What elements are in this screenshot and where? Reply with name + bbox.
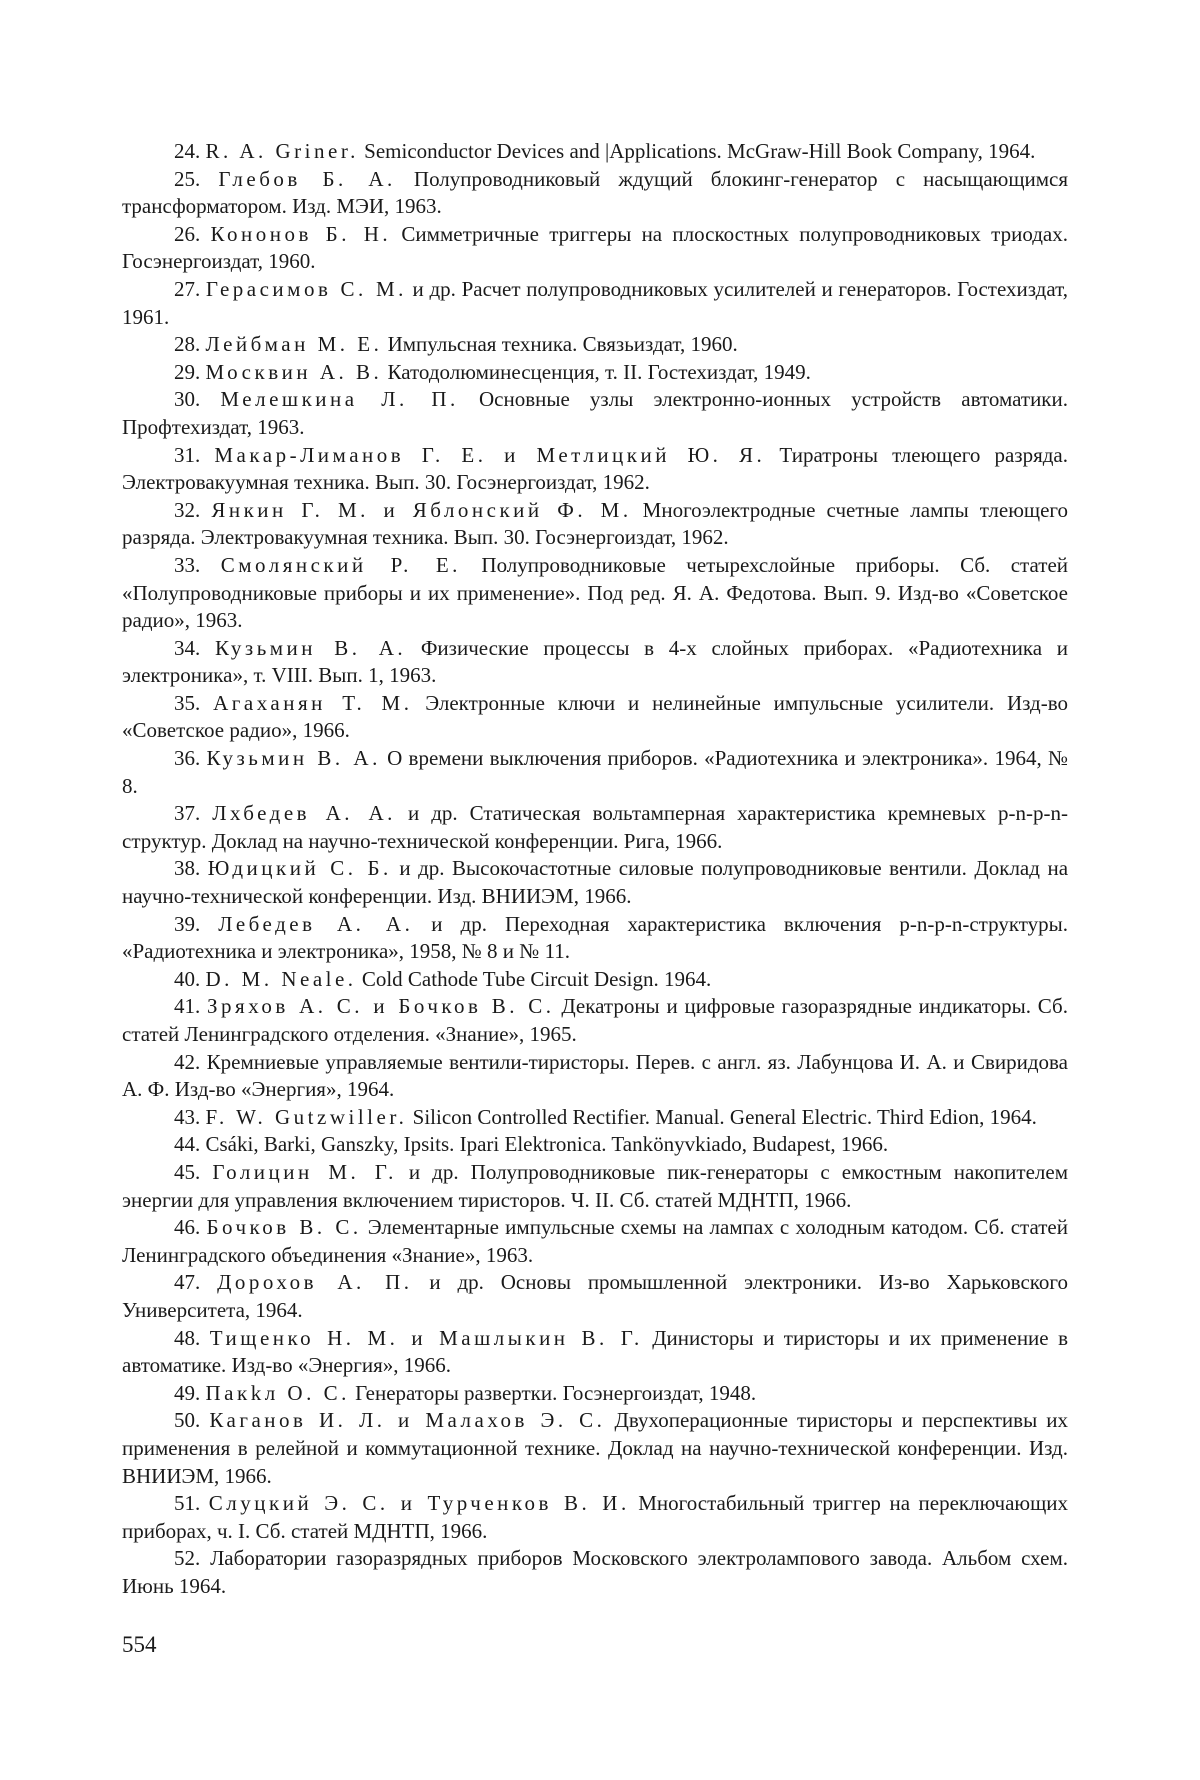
reference-item: 26. Кононов Б. Н. Симметричные триггеры на плоскостных полупроводниковых триодах. Госэнергоиздат, 1960.: [122, 221, 1069, 274]
reference-text: и др. Полупроводниковые пик-генераторы с емкостным накопителем энергии для управления включением тиристоров. Ч. II. Сб. статей МДНТП, 1966.: [122, 1159, 1068, 1212]
reference-item: 27. Герасимов С. М. и др. Расчет полупроводниковых усилителей и генераторов. Гостехиздат, 1961.: [122, 276, 1068, 329]
reference-author: Дорохов А. П.: [217, 1270, 413, 1295]
reference-item: 42. Кремниевые управляемые вентили-тиристоры. Перев. с англ. яз. Лабунцова И. А. и Свиридова А. Ф. Изд-во «Энергия», 1964.: [122, 1049, 1068, 1102]
reference-item: 34. Кузьмин В. А. Физические процессы в 4-х слойных приборах. «Радиотехника и электроника», т. VIII. Вып. 1, 1963.: [122, 635, 1068, 688]
reference-text: Кремниевые управляемые вентили-тиристоры. Перев. с англ. яз. Лабунцова И. А. и Свиридова А. Ф. Изд-во «Энергия», 1964.: [122, 1049, 1068, 1102]
reference-item: 29. Москвин А. В. Катодолюминесценция, т. II. Гостехиздат, 1949.: [174, 359, 811, 384]
reference-text: и др. Основы промышленной электроники. Из-во Харьковского Университета, 1964.: [122, 1270, 1068, 1322]
reference-author: Юдицкий С. Б.: [207, 856, 392, 881]
reference-author: Пакkл О. С.: [205, 1380, 350, 1405]
reference-item: 41. Зряхов А. С. и Бочков В. С. Декатроны и цифровые газоразрядные индикаторы. Сб. статей Ленинградского отделения. «Знание», 1965.: [122, 994, 1068, 1046]
reference-text: Динисторы и тиристоры и их применение в автоматике. Изд-во «Энергия», 1966.: [122, 1325, 1068, 1378]
page-number: 554: [122, 1632, 157, 1657]
reference-item: 30. Мелешкина Л. П. Основные узлы электронно-ионных устройств автоматики. Профтехиздат, 1963.: [122, 387, 1068, 439]
reference-author: Лхбедев А. А.: [212, 801, 396, 826]
reference-item: 24. R. A. Griner. Semiconductor Devices and |Applications. McGraw-Hill Book Company, 1964.: [174, 139, 1036, 163]
reference-author: Кузьмин В. А.: [206, 746, 381, 771]
reference-text: О времени выключения приборов. «Радиотехника и электроника». 1964, № 8.: [122, 746, 1069, 798]
reference-text: Многостабильный триггер на переключающих приборах, ч. I. Сб. статей МДНТП, 1966.: [122, 1491, 1068, 1543]
reference-item: 48. Тищенко Н. М. и Машлыкин В. Г. Динисторы и тиристоры и их применение в автоматике. Изд-во «Энергия», 1966.: [122, 1325, 1068, 1378]
reference-text: Генераторы развертки. Госэнергоиздат, 1948.: [349, 1380, 757, 1405]
reference-item: 36. Кузьмин В. А. О времени выключения приборов. «Радиотехника и электроника». 1964, № 8.: [122, 746, 1069, 798]
reference-item: 40. D. M. Neale. Cold Cathode Tube Circuit Design. 1964.: [174, 966, 712, 991]
reference-item: 25. Глебов Б. А. Полупроводниковый ждущий блокинг-генератор с насыщающимся трансформатором. Изд. МЭИ, 1963.: [122, 166, 1069, 219]
reference-author: Макар-Лиманов Г. Е. и Метлицкий Ю. Я.: [214, 442, 766, 467]
reference-item: 45. Голицин М. Г. и др. Полупроводниковые пик-генераторы с емкостным накопителем энергии для управления включением тиристоров. Ч. II. Сб. статей МДНТП, 1966.: [122, 1159, 1068, 1212]
reference-list: [122, 138, 1068, 1600]
reference-text: Декатроны и цифровые газоразрядные индикаторы. Сб. статей Ленинградского отделения. «Знание», 1965.: [122, 994, 1068, 1046]
reference-item: 39. Лебедев А. А. и др. Переходная характеристика включения p-n-p-n-структуры. «Радиотехника и электроника», 1958, № 8 и № 11.: [122, 911, 1069, 964]
reference-text: и др. Высокочастотные силовые полупроводниковые вентили. Доклад на научно-технической конференции. Изд. ВНИИЭМ, 1966.: [122, 856, 1069, 909]
reference-text: Полупроводниковый ждущий блокинг-генератор с насыщающимся трансформатором. Изд. МЭИ, 1963.: [122, 166, 1069, 219]
reference-text: Тиратроны тлеющего разряда. Электровакуумная техника. Вып. 30. Госэнергоиздат, 1962.: [122, 442, 1069, 495]
reference-author: Каганов И. Л. и Малахов Э. С.: [209, 1408, 606, 1433]
reference-author: R. A. Griner.: [205, 139, 359, 163]
reference-author: Герасимов С. М.: [205, 276, 407, 301]
reference-text: Cold Cathode Tube Circuit Design. 1964.: [356, 966, 712, 991]
reference-item: 50. Каганов И. Л. и Малахов Э. С. Двухоперационные тиристоры и перспективы их применения в релейной и коммутационной технике. Доклад на научно-технической конференции. Изд. ВНИИЭМ, 1966.: [122, 1408, 1068, 1488]
reference-author: Лейбман М. Е.: [205, 332, 383, 357]
reference-author: Голицин М. Г.: [212, 1159, 397, 1184]
reference-item: 35. Агаханян Т. М. Электронные ключи и нелинейные импульсные усилители. Изд-во «Советское радио», 1966.: [122, 690, 1068, 743]
reference-text: Основные узлы электронно-ионных устройств автоматики. Профтехиздат, 1963.: [122, 387, 1068, 439]
reference-text: и др. Статическая вольтамперная характеристика кремневых p-n-p-n- структур. Доклад на научно-технической конференции. Рига, 1966.: [122, 801, 1069, 853]
reference-author: Агаханян Т. М.: [213, 690, 413, 715]
reference-item: 37. Лхбедев А. А. и др. Статическая вольтамперная характеристика кремневых p-n-p-n- структур. Доклад на научно-технической конференции. Рига, 1966.: [122, 801, 1069, 853]
reference-text: Физические процессы в 4-х слойных приборах. «Радиотехника и электроника», т. VIII. Вып. 1, 1963.: [122, 635, 1068, 688]
reference-item: 47. Дорохов А. П. и др. Основы промышленной электроники. Из-во Харьковского Университета, 1964.: [122, 1270, 1068, 1322]
reference-item: 43. F. W. Gutzwiller. Silicon Controlled Rectifier. Manual. General Electric. Third Edion, 1964.: [174, 1104, 1037, 1129]
reference-author: D. M. Neale.: [205, 966, 357, 991]
reference-text: Катодолюминесценция, т. II. Гостехиздат, 1949.: [382, 359, 811, 384]
reference-text: и др. Расчет полупроводниковых усилителей и генераторов. Гостехиздат, 1961.: [122, 276, 1068, 329]
reference-author: Слуцкий Э. С. и Турченков В. И.: [208, 1491, 630, 1516]
reference-author: Глебов Б. А.: [218, 166, 396, 191]
reference-author: Москвин А. В.: [205, 359, 383, 384]
reference-item: 44. Csáki, Barki, Ganszky, Ipsits. Ipari Elektronica. Tankönyvkiado, Budapest, 1966.: [174, 1132, 889, 1157]
reference-text: и др. Переходная характеристика включения p-n-p-n-структуры. «Радиотехника и электроника», 1958, № 8 и № 11.: [122, 911, 1069, 964]
reference-item: 51. Слуцкий Э. С. и Турченков В. И. Многостабильный триггер на переключающих приборах, ч. I. Сб. статей МДНТП, 1966.: [122, 1491, 1068, 1543]
reference-item: 28. Лейбман М. Е. Импульсная техника. Связьиздат, 1960.: [174, 332, 738, 357]
reference-author: Мелешкина Л. П.: [220, 387, 459, 412]
reference-item: 31. Макар-Лиманов Г. Е. и Метлицкий Ю. Я. Тиратроны тлеющего разряда. Электровакуумная техника. Вып. 30. Госэнергоиздат, 1962.: [122, 442, 1069, 495]
reference-text: Csáki, Barki, Ganszky, Ipsits. Ipari Elektronica. Tankönyvkiado, Budapest, 1966.: [205, 1132, 889, 1157]
reference-author: Янкин Г. М. и Яблонский Ф. М.: [211, 497, 632, 522]
reference-text: Semiconductor Devices and |Applications. McGraw-Hill Book Company, 1964.: [358, 139, 1036, 163]
reference-item: 33. Смолянский Р. Е. Полупроводниковые четырехслойные приборы. Сб. статей «Полупроводниковые приборы и их применение». Под ред. Я. А. Федотова. Вып. 9. Изд-во «Советское радио», 1963.: [122, 552, 1068, 633]
reference-text: Элементарные импульсные схемы на лампах с холодным катодом. Сб. статей Ленинградского объединения «Знание», 1963.: [122, 1215, 1068, 1267]
reference-text: Silicon Controlled Rectifier. Manual. General Electric. Third Edion, 1964.: [407, 1104, 1037, 1129]
reference-text: Полупроводниковые четырехслойные приборы. Сб. статей «Полупроводниковые приборы и их применение». Под ред. Я. А. Федотова. Вып. 9. Изд-во «Советское радио», 1963.: [122, 552, 1068, 633]
reference-author: Кузьмин В. А.: [214, 635, 407, 660]
reference-item: 49. Пакkл О. С. Генераторы развертки. Госэнергоиздат, 1948.: [174, 1380, 757, 1405]
reference-text: Лаборатории газоразрядных приборов Московского электролампового завода. Альбом схем. Июнь 1964.: [122, 1546, 1068, 1598]
reference-item: 46. Бочков В. С. Элементарные импульсные схемы на лампах с холодным катодом. Сб. статей Ленинградского объединения «Знание», 1963.: [122, 1215, 1068, 1267]
reference-item: 32. Янкин Г. М. и Яблонский Ф. М. Многоэлектродные счетные лампы тлеющего разряда. Электровакуумная техника. Вып. 30. Госэнергоиздат, 1962.: [122, 497, 1069, 550]
reference-author: Смолянский Р. Е.: [220, 552, 461, 577]
reference-text: Симметричные триггеры на плоскостных полупроводниковых триодах. Госэнергоиздат, 1960.: [122, 221, 1069, 274]
reference-author: Кононов Б. Н.: [210, 221, 392, 246]
reference-item: 52. Лаборатории газоразрядных приборов Московского электролампового завода. Альбом схем. Июнь 1964.: [122, 1546, 1068, 1598]
reference-text: Электронные ключи и нелинейные импульсные усилители. Изд-во «Советское радио», 1966.: [122, 690, 1068, 743]
reference-text: Импульсная техника. Связьиздат, 1960.: [382, 332, 738, 357]
reference-author: Тищенко Н. М. и Машлыкин В. Г.: [209, 1325, 643, 1350]
reference-author: Лебедев А. А.: [218, 911, 414, 936]
reference-author: F. W. Gutzwiller.: [205, 1104, 408, 1129]
reference-item: 38. Юдицкий С. Б. и др. Высокочастотные силовые полупроводниковые вентили. Доклад на научно-технической конференции. Изд. ВНИИЭМ, 1966.: [122, 856, 1069, 909]
reference-author: Бочков В. С.: [206, 1215, 362, 1240]
reference-text: Многоэлектродные счетные лампы тлеющего разряда. Электровакуумная техника. Вып. 30. Госэнергоиздат, 1962.: [122, 497, 1069, 550]
reference-text: Двухоперационные тиристоры и перспективы их применения в релейной и коммутационной технике. Доклад на научно-технической конференции. Изд. ВНИИЭМ, 1966.: [122, 1408, 1068, 1488]
reference-author: Зряхов А. С. и Бочков В. С.: [207, 994, 555, 1019]
